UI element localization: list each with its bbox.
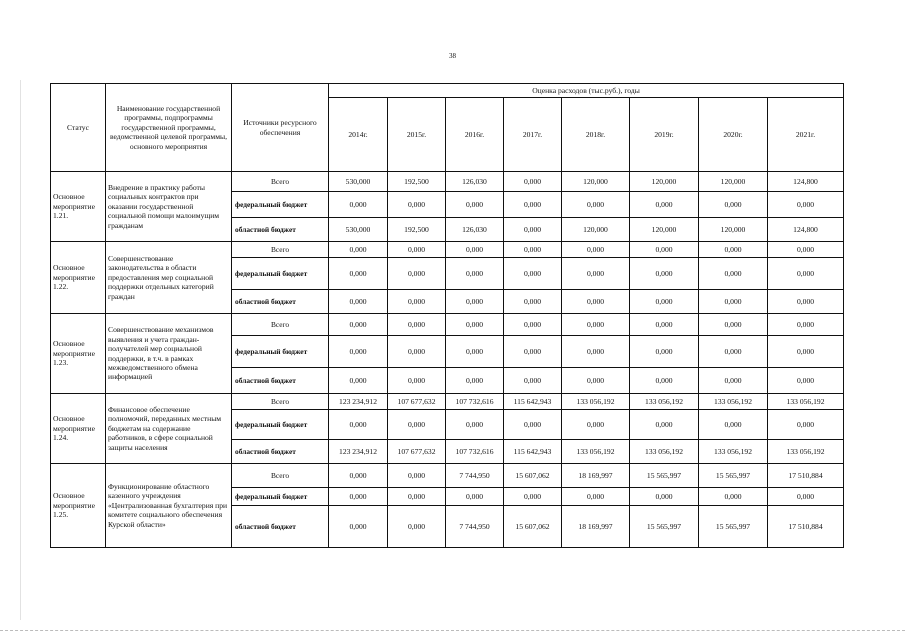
year-header: 2015г.	[388, 98, 446, 172]
value-cell: 0,000	[504, 218, 562, 242]
value-cell: 0,000	[504, 336, 562, 368]
value-cell: 133 056,192	[768, 440, 844, 464]
source-federal: федеральный бюджет	[232, 192, 329, 218]
value-cell: 15 607,062	[504, 506, 562, 548]
value-cell: 133 056,192	[630, 394, 699, 410]
value-cell: 126,030	[446, 172, 504, 192]
source-total: Всего	[232, 464, 329, 488]
value-cell: 0,000	[446, 242, 504, 258]
value-cell: 0,000	[562, 368, 630, 394]
value-cell: 0,000	[768, 410, 844, 440]
value-cell: 0,000	[562, 290, 630, 314]
value-cell: 0,000	[768, 192, 844, 218]
value-cell: 0,000	[388, 410, 446, 440]
value-cell: 0,000	[699, 290, 768, 314]
value-cell: 0,000	[768, 314, 844, 336]
source-regional: областной бюджет	[232, 440, 329, 464]
value-cell: 123 234,912	[329, 394, 388, 410]
status-cell: Основное мероприятие 1.22.	[51, 242, 106, 314]
source-federal: федеральный бюджет	[232, 410, 329, 440]
source-total: Всего	[232, 172, 329, 192]
table-row	[51, 172, 844, 192]
page-number: 38	[449, 52, 456, 60]
value-cell: 0,000	[504, 410, 562, 440]
value-cell: 0,000	[768, 290, 844, 314]
value-cell: 0,000	[388, 506, 446, 548]
value-cell: 133 056,192	[699, 440, 768, 464]
value-cell: 0,000	[699, 336, 768, 368]
value-cell: 0,000	[562, 488, 630, 506]
value-cell: 133 056,192	[562, 440, 630, 464]
year-header: 2017г.	[504, 98, 562, 172]
value-cell: 0,000	[329, 410, 388, 440]
value-cell: 15 565,997	[630, 506, 699, 548]
value-cell: 0,000	[699, 368, 768, 394]
value-cell: 120,000	[562, 172, 630, 192]
value-cell: 0,000	[329, 290, 388, 314]
value-cell: 0,000	[699, 242, 768, 258]
value-cell: 0,000	[504, 368, 562, 394]
value-cell: 0,000	[446, 290, 504, 314]
value-cell: 17 510,884	[768, 464, 844, 488]
value-cell: 0,000	[699, 314, 768, 336]
value-cell: 0,000	[768, 336, 844, 368]
value-cell: 0,000	[630, 290, 699, 314]
source-federal: федеральный бюджет	[232, 488, 329, 506]
source-regional: областной бюджет	[232, 368, 329, 394]
value-cell: 0,000	[630, 242, 699, 258]
value-cell: 15 565,997	[699, 464, 768, 488]
value-cell: 0,000	[446, 192, 504, 218]
value-cell: 0,000	[329, 464, 388, 488]
source-federal: федеральный бюджет	[232, 258, 329, 290]
source-regional: областной бюджет	[232, 290, 329, 314]
value-cell: 530,000	[329, 172, 388, 192]
year-header: 2021г.	[768, 98, 844, 172]
value-cell: 0,000	[329, 314, 388, 336]
source-regional: областной бюджет	[232, 218, 329, 242]
value-cell: 0,000	[630, 258, 699, 290]
value-cell: 0,000	[446, 314, 504, 336]
value-cell: 120,000	[630, 218, 699, 242]
status-cell: Основное мероприятие 1.21.	[51, 172, 106, 242]
value-cell: 0,000	[446, 258, 504, 290]
value-cell: 123 234,912	[329, 440, 388, 464]
year-header: 2014г.	[329, 98, 388, 172]
status-cell: Основное мероприятие 1.25.	[51, 464, 106, 548]
value-cell: 133 056,192	[562, 394, 630, 410]
value-cell: 0,000	[329, 258, 388, 290]
value-cell: 0,000	[388, 464, 446, 488]
year-header: 2020г.	[699, 98, 768, 172]
value-cell: 0,000	[699, 410, 768, 440]
value-cell: 0,000	[768, 242, 844, 258]
measure-name-cell: Совершенствование законодательства в области предоставления мер социальной поддержки отдельных категорий граждан	[106, 242, 232, 314]
value-cell: 0,000	[329, 192, 388, 218]
value-cell: 0,000	[388, 336, 446, 368]
value-cell: 0,000	[630, 314, 699, 336]
value-cell: 0,000	[768, 258, 844, 290]
value-cell: 0,000	[630, 336, 699, 368]
year-header: 2019г.	[630, 98, 699, 172]
measure-name-cell: Финансовое обеспечение полномочий, переданных местным бюджетам на содержание работников, в сфере социальной защиты населения	[106, 394, 232, 464]
value-cell: 0,000	[446, 488, 504, 506]
value-cell: 126,030	[446, 218, 504, 242]
value-cell: 0,000	[630, 488, 699, 506]
value-cell: 0,000	[630, 368, 699, 394]
value-cell: 17 510,884	[768, 506, 844, 548]
header-name: Наименование государственной программы, подпрограммы государственной программы, ведомственной целевой программы, основного мероприятия	[106, 84, 232, 172]
value-cell: 15 565,997	[630, 464, 699, 488]
table-row	[51, 394, 844, 410]
table-row	[51, 464, 844, 488]
budget-table	[50, 83, 844, 548]
value-cell: 120,000	[562, 218, 630, 242]
value-cell: 0,000	[699, 192, 768, 218]
value-cell: 133 056,192	[630, 440, 699, 464]
value-cell: 0,000	[388, 192, 446, 218]
value-cell: 0,000	[630, 192, 699, 218]
value-cell: 15 607,062	[504, 464, 562, 488]
value-cell: 192,500	[388, 218, 446, 242]
year-header: 2016г.	[446, 98, 504, 172]
value-cell: 0,000	[388, 242, 446, 258]
table-row	[51, 314, 844, 336]
value-cell: 0,000	[562, 410, 630, 440]
value-cell: 0,000	[388, 258, 446, 290]
value-cell: 0,000	[699, 258, 768, 290]
value-cell: 133 056,192	[699, 394, 768, 410]
status-cell: Основное мероприятие 1.24.	[51, 394, 106, 464]
value-cell: 0,000	[504, 258, 562, 290]
table-body	[51, 172, 844, 548]
value-cell: 18 169,997	[562, 464, 630, 488]
value-cell: 0,000	[329, 336, 388, 368]
source-total: Всего	[232, 242, 329, 258]
value-cell: 0,000	[446, 368, 504, 394]
header-expenses: Оценка расходов (тыс.руб.), годы	[329, 84, 844, 98]
value-cell: 0,000	[768, 488, 844, 506]
value-cell: 120,000	[699, 172, 768, 192]
measure-name-cell: Совершенствование механизмов выявления и учета граждан-получателей мер социальной поддержки, в т.ч. в рамках межведомственного обмена информацией	[106, 314, 232, 394]
value-cell: 0,000	[504, 192, 562, 218]
value-cell: 0,000	[630, 410, 699, 440]
measure-name-cell: Функционирование областного казенного учреждения «Централизованная бухгалтерия при комитете социального обеспечения Курской области»	[106, 464, 232, 548]
value-cell: 18 169,997	[562, 506, 630, 548]
value-cell: 0,000	[562, 192, 630, 218]
value-cell: 0,000	[446, 336, 504, 368]
value-cell: 0,000	[504, 290, 562, 314]
value-cell: 15 565,997	[699, 506, 768, 548]
table-row	[51, 242, 844, 258]
value-cell: 0,000	[562, 242, 630, 258]
value-cell: 0,000	[329, 488, 388, 506]
scan-bottom-line	[0, 630, 905, 631]
value-cell: 115 642,943	[504, 394, 562, 410]
value-cell: 0,000	[504, 172, 562, 192]
value-cell: 107 677,632	[388, 440, 446, 464]
header-source: Источники ресурсного обеспечения	[232, 84, 329, 172]
value-cell: 0,000	[504, 488, 562, 506]
value-cell: 530,000	[329, 218, 388, 242]
value-cell: 0,000	[388, 314, 446, 336]
value-cell: 120,000	[630, 172, 699, 192]
value-cell: 124,800	[768, 218, 844, 242]
value-cell: 0,000	[504, 242, 562, 258]
value-cell: 0,000	[388, 488, 446, 506]
value-cell: 107 732,616	[446, 394, 504, 410]
value-cell: 107 732,616	[446, 440, 504, 464]
scan-margin-line	[20, 80, 21, 620]
value-cell: 107 677,632	[388, 394, 446, 410]
value-cell: 115 642,943	[504, 440, 562, 464]
value-cell: 0,000	[768, 368, 844, 394]
value-cell: 0,000	[446, 410, 504, 440]
value-cell: 0,000	[329, 368, 388, 394]
value-cell: 0,000	[329, 242, 388, 258]
source-federal: федеральный бюджет	[232, 336, 329, 368]
value-cell: 0,000	[562, 258, 630, 290]
value-cell: 0,000	[562, 336, 630, 368]
value-cell: 124,800	[768, 172, 844, 192]
status-cell: Основное мероприятие 1.23.	[51, 314, 106, 394]
value-cell: 7 744,950	[446, 464, 504, 488]
year-header: 2018г.	[562, 98, 630, 172]
value-cell: 120,000	[699, 218, 768, 242]
source-total: Всего	[232, 394, 329, 410]
source-total: Всего	[232, 314, 329, 336]
value-cell: 0,000	[504, 314, 562, 336]
header-status: Статус	[51, 84, 106, 172]
value-cell: 133 056,192	[768, 394, 844, 410]
value-cell: 7 744,950	[446, 506, 504, 548]
source-regional: областной бюджет	[232, 506, 329, 548]
value-cell: 0,000	[699, 488, 768, 506]
value-cell: 0,000	[388, 290, 446, 314]
value-cell: 0,000	[388, 368, 446, 394]
value-cell: 0,000	[329, 506, 388, 548]
value-cell: 192,500	[388, 172, 446, 192]
measure-name-cell: Внедрение в практику работы социальных контрактов при оказании государственной социальной помощи малоимущим гражданам	[106, 172, 232, 242]
value-cell: 0,000	[562, 314, 630, 336]
